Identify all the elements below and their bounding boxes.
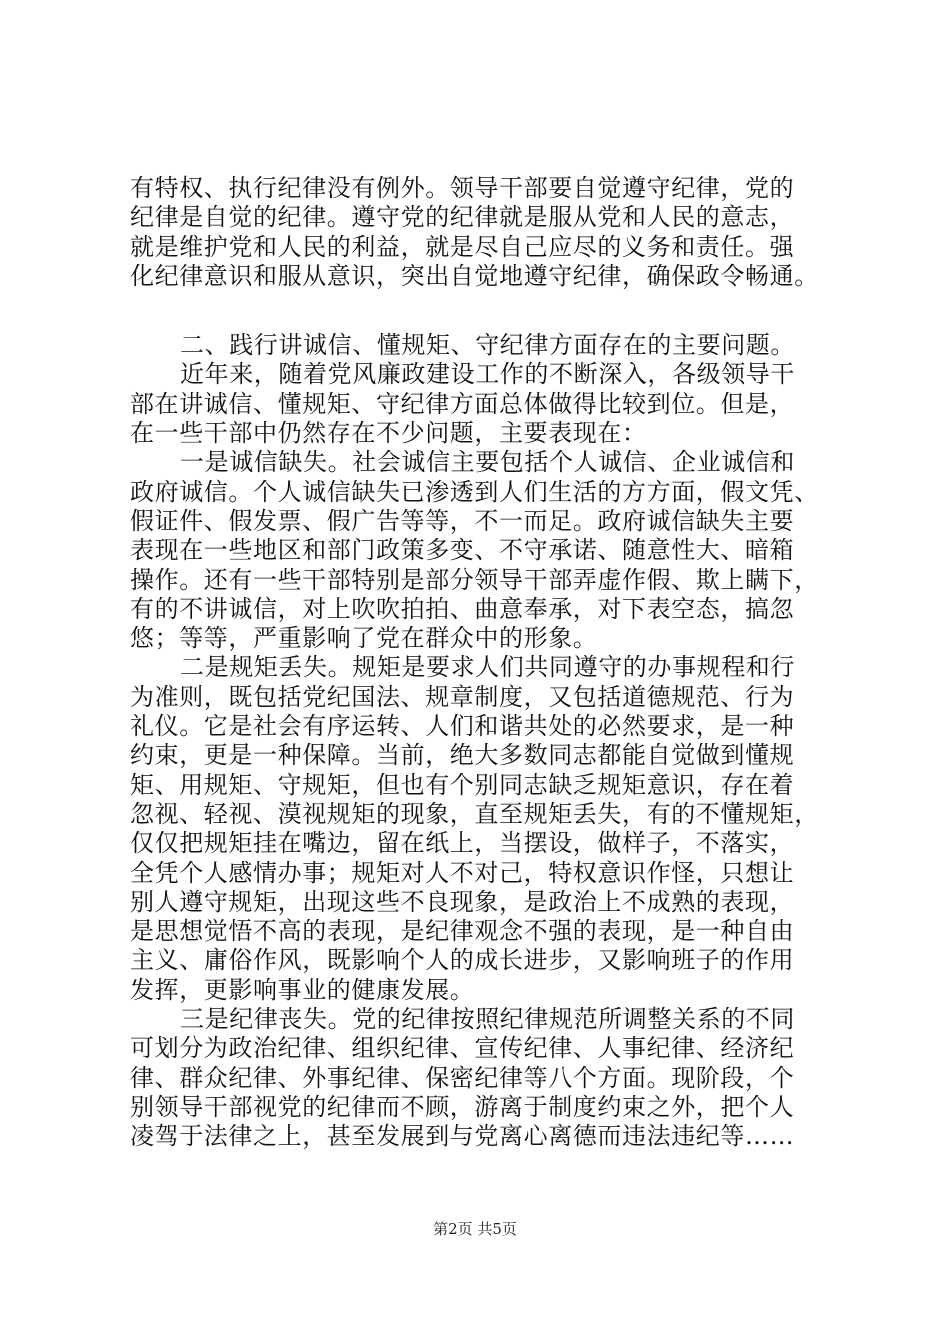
text-line: 可划分为政治纪律、组织纪律、宣传纪律、人事纪律、经济纪 <box>130 1034 795 1063</box>
text-line: 为准则，既包括党纪国法、规章制度，又包括道德规范、行为 <box>130 682 795 711</box>
text-line: 部在讲诚信、懂规矩、守纪律方面总体做得比较到位。但是， <box>130 389 795 418</box>
text-line: 忽视、轻视、漠视规矩的现象，直至规矩丢失，有的不懂规矩， <box>130 799 819 828</box>
text-line: 主义、庸俗作风，既影响个人的成长进步，又影响班子的作用 <box>130 946 795 975</box>
paragraph <box>130 360 830 448</box>
section-gap <box>130 291 830 331</box>
paragraph <box>130 1005 830 1151</box>
text-line: 凌驾于法律之上，甚至发展到与党离心离德而违法违纪等…… <box>130 1122 795 1151</box>
text-line: 发挥，更影响事业的健康发展。 <box>130 975 475 1004</box>
text-line: 二、践行讲诚信、懂规矩、守纪律方面存在的主要问题。 <box>180 331 795 360</box>
text-line: 三是纪律丧失。党的纪律按照纪律规范所调整关系的不同 <box>180 1005 795 1034</box>
text-line: 一是诚信缺失。社会诚信主要包括个人诚信、企业诚信和 <box>180 448 795 477</box>
text-line: 别领导干部视党的纪律而不顾，游离于制度约束之外，把个人 <box>130 1092 795 1121</box>
text-line: 礼仪。它是社会有序运转、人们和谐共处的必然要求，是一种 <box>130 712 795 741</box>
text-line: 仅仅把规矩挂在嘴边，留在纸上，当摆设，做样子，不落实， <box>130 829 795 858</box>
text-line: 约束，更是一种保障。当前，绝大多数同志都能自觉做到懂规 <box>130 741 795 770</box>
paragraph <box>130 653 830 1005</box>
text-line: 操作。还有一些干部特别是部分领导干部弄虚作假、欺上瞒下， <box>130 565 819 594</box>
page-footer: 第2页 共5页 <box>433 1220 517 1238</box>
paragraph <box>130 174 830 291</box>
text-line: 在一些干部中仍然存在不少问题，主要表现在： <box>130 419 647 448</box>
text-line: 有特权、执行纪律没有例外。领导干部要自觉遵守纪律，党的 <box>130 174 795 202</box>
text-line: 有的不讲诚信，对上吹吹拍拍、曲意奉承，对下表空态，搞忽 <box>130 594 795 623</box>
document-body <box>130 174 830 1152</box>
text-line: 全凭个人感情办事；规矩对人不对己，特权意识作怪，只想让 <box>130 858 795 887</box>
text-line: 近年来，随着党风廉政建设工作的不断深入，各级领导干 <box>180 360 795 389</box>
paragraph <box>130 448 830 653</box>
text-line: 假证件、假发票、假广告等等，不一而足。政府诚信缺失主要 <box>130 506 795 535</box>
text-line: 悠；等等，严重影响了党在群众中的形象。 <box>130 624 598 653</box>
text-line: 律、群众纪律、外事纪律、保密纪律等八个方面。现阶段，个 <box>130 1063 795 1092</box>
text-line: 政府诚信。个人诚信缺失已渗透到人们生活的方方面，假文凭、 <box>130 477 819 506</box>
text-line: 是思想觉悟不高的表现，是纪律观念不强的表现，是一种自由 <box>130 917 795 946</box>
text-line: 表现在一些地区和部门政策多变、不守承诺、随意性大、暗箱 <box>130 536 795 565</box>
text-line: 矩、用规矩、守规矩，但也有个别同志缺乏规矩意识，存在着 <box>130 770 795 799</box>
text-line: 二是规矩丢失。规矩是要求人们共同遵守的办事规程和行 <box>180 653 795 682</box>
text-line: 就是维护党和人民的利益，就是尽自己应尽的义务和责任。强 <box>130 232 795 261</box>
text-line: 化纪律意识和服从意识，突出自觉地遵守纪律，确保政令畅通。 <box>130 261 819 290</box>
text-line: 纪律是自觉的纪律。遵守党的纪律就是服从党和人民的意志， <box>130 203 795 232</box>
paragraph <box>130 331 830 360</box>
text-line: 别人遵守规矩，出现这些不良现象，是政治上不成熟的表现， <box>130 887 795 916</box>
